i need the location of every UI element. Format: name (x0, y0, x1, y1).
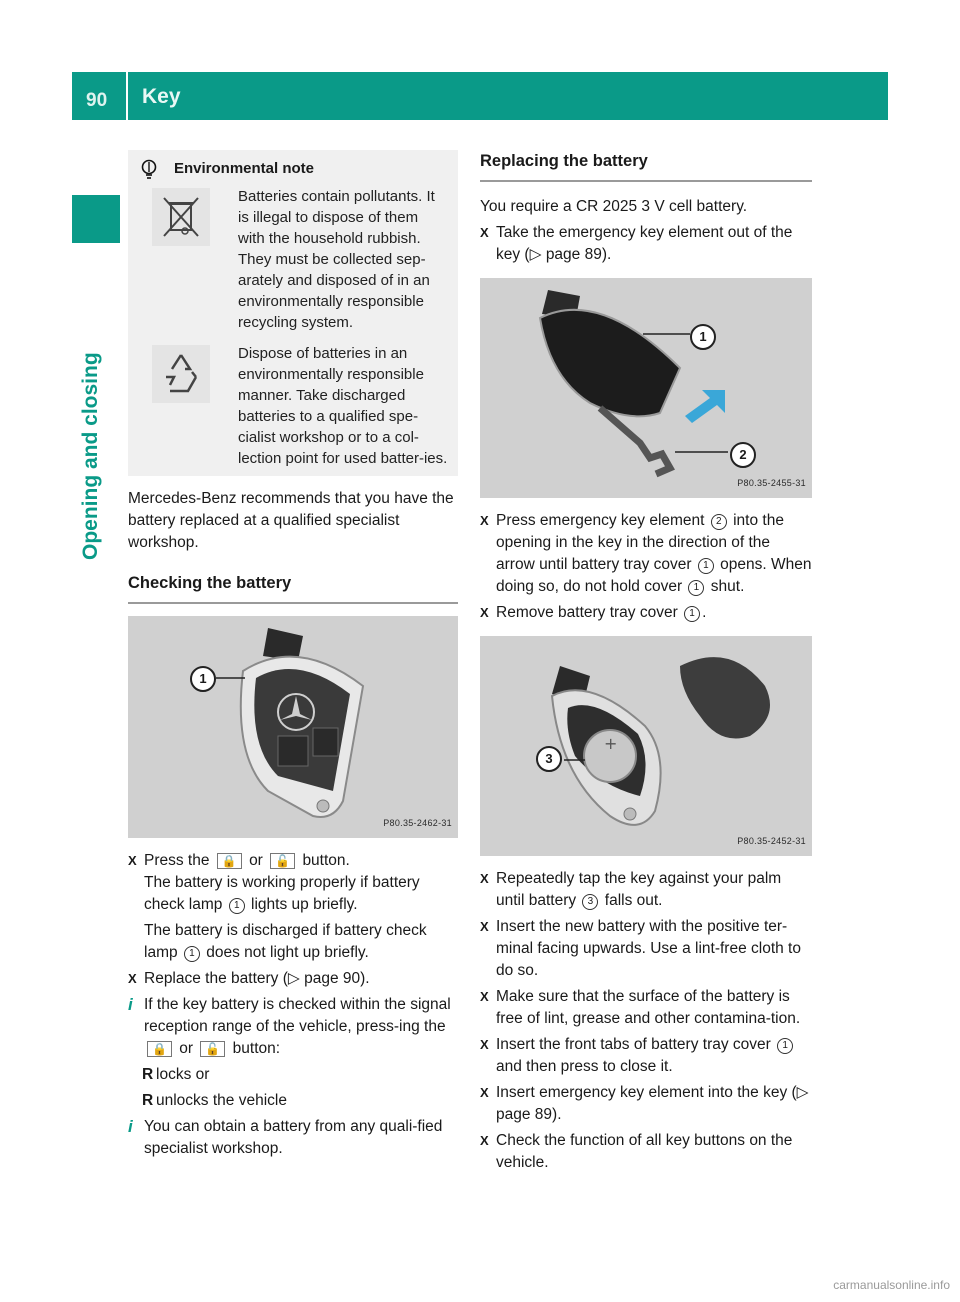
watermark: carmanualsonline.info (833, 1278, 950, 1292)
key-photo-battery (480, 636, 812, 856)
step-marker: X (480, 871, 489, 886)
callout-3: 3 (536, 746, 562, 772)
header-bar (72, 72, 888, 120)
bullet-text: unlocks the vehicle (156, 1092, 287, 1109)
checking-title: Checking the battery (128, 572, 458, 604)
step-text: Make sure that the surface of the battery is free of lint, grease and other contamina-tion. (496, 988, 801, 1027)
step-text: Take the emergency key element out of the key (▷ page 89). (496, 224, 793, 263)
bullet-text: locks or (156, 1066, 210, 1083)
step-text: shut. (710, 578, 745, 595)
step-text: or (249, 852, 263, 869)
callout-ref-1: 1 (684, 606, 700, 622)
info-text: If the key battery is checked within the signal reception range of the vehicle, press-ing the (144, 996, 451, 1035)
result-text: does not light up briefly. (206, 944, 369, 961)
step-text: Remove battery tray cover (496, 604, 678, 621)
key-photo-emergency (480, 278, 812, 498)
left-column (128, 150, 458, 1160)
right-column (480, 150, 812, 1174)
step-press-button (128, 850, 458, 872)
result-text: lights up briefly. (251, 896, 358, 913)
env-note-heading (138, 158, 448, 180)
bullet-unlocks (128, 1090, 458, 1112)
env-batteries-text: Batteries contain pollutants. It is illegal to dispose of them with the household rubbish. They must be collected sep-arately and disposed of in an environmentally responsible recycling system. (238, 188, 435, 331)
result-text: The battery is discharged if battery check lamp (144, 922, 427, 961)
result-text: The battery is working properly if battery check lamp (144, 874, 420, 913)
info-icon: i (128, 995, 133, 1014)
step-marker: X (480, 1133, 489, 1148)
info-icon: i (128, 1117, 133, 1136)
step-text: Check the function of all key buttons on the vehicle. (496, 1132, 793, 1171)
step-marker: X (128, 853, 137, 868)
step-replace-battery (128, 968, 458, 990)
step-insert-emergency-key (480, 1082, 812, 1126)
step-text: Press emergency key element (496, 512, 705, 529)
env-row-dispose (138, 343, 448, 469)
key-battery-image (480, 636, 812, 856)
env-dispose-text: Dispose of batteries in an environmentally responsible manner. Take discharged batteries to a qualified spe-cialist workshop or to a col-lection point for used batter-ies. (238, 345, 448, 467)
step-marker: X (128, 971, 137, 986)
step-text: and then press to close it. (496, 1058, 673, 1075)
step-marker: X (480, 513, 489, 528)
replacing-title: Replacing the battery (480, 150, 812, 182)
lock-icon: 🔒 (147, 1041, 172, 1057)
callout-ref-1: 1 (184, 946, 200, 962)
bullet-locks (128, 1064, 458, 1086)
section-side-label: Opening and closing (79, 352, 102, 560)
page-number: 90 (86, 90, 108, 111)
step-marker: X (480, 1085, 489, 1100)
info-note-workshop (128, 1116, 458, 1160)
callout-ref-1: 1 (688, 580, 704, 596)
photo-code: P80.35-2455-31 (737, 478, 806, 488)
key-fob-image (128, 616, 458, 838)
step-press-emergency-key (480, 510, 812, 598)
callout-ref-1: 1 (229, 898, 245, 914)
crossed-bin-icon (152, 188, 210, 246)
callout-ref-1: 1 (698, 558, 714, 574)
unlock-icon: 🔓 (270, 853, 295, 869)
callout-ref-3: 3 (582, 894, 598, 910)
result-ok (128, 872, 458, 916)
recommend-paragraph: Mercedes-Benz recommends that you have the battery replaced at a qualified specialist workshop. (128, 490, 454, 551)
info-text: You can obtain a battery from any quali-fied specialist workshop. (144, 1118, 443, 1157)
header-divider (126, 72, 128, 120)
step-insert-new-battery (480, 916, 812, 982)
step-tap-key (480, 868, 812, 912)
key-emergency-image (480, 278, 812, 498)
step-marker: X (480, 1037, 489, 1052)
step-text: Insert the new battery with the positive ter-minal facing upwards. Use a lint-free cloth to do so. (496, 918, 801, 979)
step-text: button. (302, 852, 350, 869)
step-text: Repeatedly tap the key against your palm until battery (496, 870, 782, 909)
step-marker: X (480, 605, 489, 620)
bullet-marker: R (142, 1066, 154, 1083)
bullet-marker: R (142, 1092, 154, 1109)
info-note-signal (128, 994, 458, 1060)
recycle-icon (152, 345, 210, 403)
callout-ref-1: 1 (777, 1038, 793, 1054)
env-row-batteries (138, 186, 448, 333)
step-text: into the opening in the key in the direction of the arrow until battery tray cover (496, 512, 784, 573)
step-check-surface (480, 986, 812, 1030)
step-marker: X (480, 225, 489, 240)
step-text: Insert the front tabs of battery tray cover (496, 1036, 771, 1053)
unlock-icon: 🔓 (200, 1041, 225, 1057)
svg-text:+: + (604, 734, 618, 753)
step-insert-tabs (480, 1034, 812, 1078)
step-text: Replace the battery (▷ page 90). (144, 970, 370, 987)
photo-code: P80.35-2462-31 (383, 818, 452, 828)
info-text: button: (232, 1040, 281, 1057)
page-title: Key (142, 85, 181, 108)
callout-2: 2 (730, 442, 756, 468)
step-take-key-out (480, 222, 812, 266)
result-bad (128, 920, 458, 964)
lock-icon: 🔒 (217, 853, 242, 869)
step-marker: X (480, 919, 489, 934)
info-text: or (179, 1040, 194, 1057)
callout-1: 1 (190, 666, 216, 692)
key-photo-checking (128, 616, 458, 838)
env-note-title: Environmental note (174, 160, 315, 177)
step-marker: X (480, 989, 489, 1004)
step-text: opens. When doing so, do not hold cover (496, 556, 812, 595)
step-text: Insert emergency key element into the key (▷ page 89). (496, 1084, 809, 1123)
lightbulb-icon (138, 158, 160, 180)
step-text: falls out. (604, 892, 663, 909)
step-text: Press the (144, 852, 210, 869)
photo-code: P80.35-2452-31 (737, 836, 806, 846)
step-remove-tray-cover: X Remove battery tray cover 1 . (480, 602, 812, 624)
step-check-function (480, 1130, 812, 1174)
environmental-note-box (128, 150, 458, 476)
callout-ref-2: 2 (711, 514, 727, 530)
callout-1: 1 (690, 324, 716, 350)
replacing-intro: You require a CR 2025 3 V cell battery. (480, 198, 748, 215)
side-tab (72, 195, 120, 243)
